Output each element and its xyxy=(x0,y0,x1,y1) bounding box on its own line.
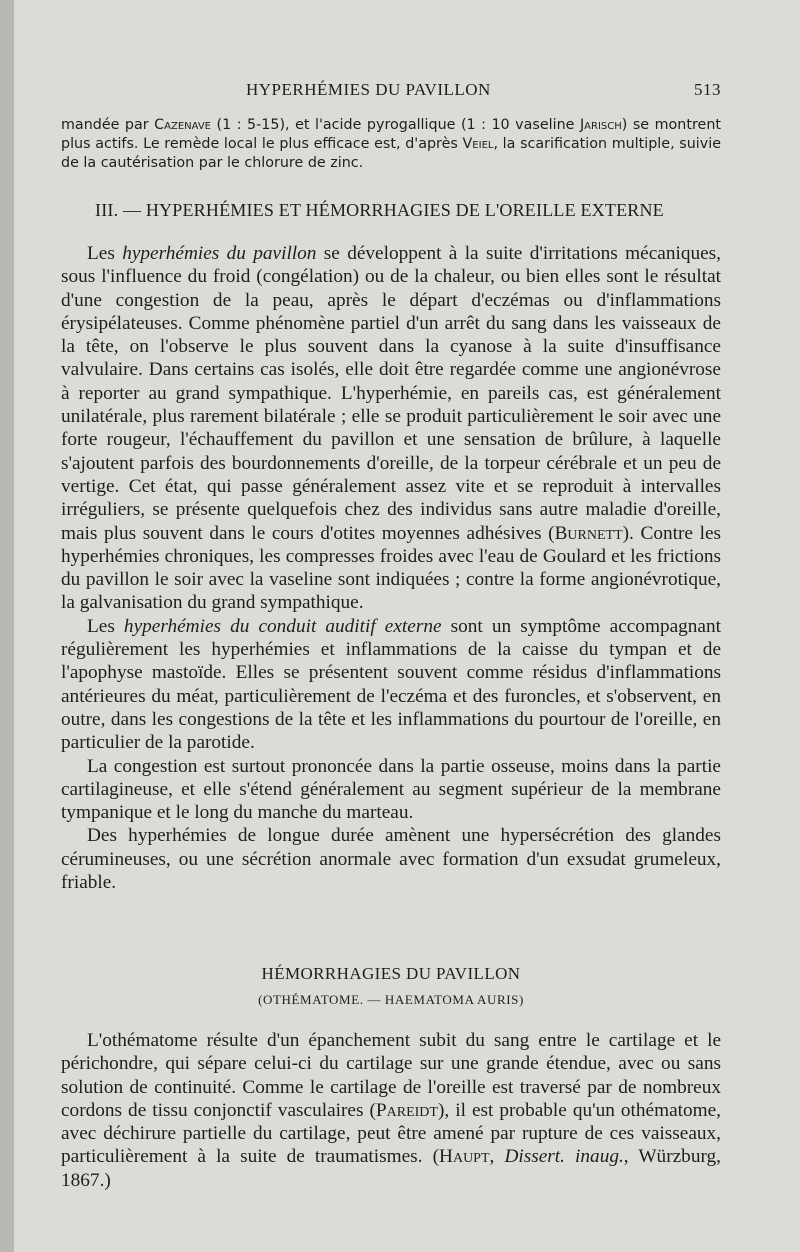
intro-text: , la scarification multiple, suivie de la cautérisation par le chlorure de zinc. xyxy=(61,136,721,171)
paragraph-text: L'othématome résulte d'un épanchement subit du sang entre le cartilage et le périchondre, qui sépare celui-ci du cartilage sur une grande étendue, avec ou sans solution de continuité. Comme le cartilage de l'oreille est traversé par de nombreux cordons de tissu conjonctif vasculaires ( xyxy=(61,1030,721,1121)
paragraph-text: Les xyxy=(87,243,123,264)
paragraph-text: sont un symptôme accompagnant régulièrement les hyperhémies et inflammations de la caisse du tympan et de l'apophyse mastoïde. Elles se présentent souvent comme résidus d'inflammations antérieures du méat, particulièrement de l'eczéma et des furoncles, et s'observent, en outre, dans les congestions de la tête et les inflammations du pourtour de l'oreille, en particulier de la parotide. xyxy=(61,615,721,754)
author-name: Burnett xyxy=(554,522,623,544)
subheading: HÉMORRHAGIES DU PAVILLON xyxy=(261,964,521,983)
paragraph-text: , Würzburg, 1867.) xyxy=(61,1146,721,1191)
intro-paragraph xyxy=(61,116,721,173)
running-title: HYPERHÉMIES DU PAVILLON xyxy=(246,80,491,99)
page-number: 513 xyxy=(694,80,721,99)
paragraph-text: se développent à la suite d'irritations mécaniques, sous l'influence du froid (congélation) ou de la chaleur, ou bien elles sont le résultat d'une congestion de la peau, après le départ d'eczémas ou d'inflammations érysipélateuses. Comme phénomène partiel d'un arrêt du sang dans les vaisseaux de la tête, on l'observe le plus souvent dans la cyanose à la suite d'insuffisance valvulaire. Dans certains cas isolés, elle doit être regardée comme une angionévrose à reporter au grand sympathique. L'hyperhémie, en pareils cas, est généralement unilatérale, plus rarement bilatérale ; elle se produit particulièrement le soir avec une forte rougeur, l'échauffement du pavillon et une sensation de brûlure, à laquelle s'ajoutent parfois des bourdonnements d'oreille, de la torpeur cérébrale et un peu de vertige. Cet état, qui passe généralement assez vite et se reproduit à intervalles irréguliers, se présente quelquefois chez des individus sans autre maladie d'oreille, mais plus souvent dans le cours d'otites moyennes adhésives ( xyxy=(61,243,721,544)
section-heading: III. — HYPERHÉMIES ET HÉMORRHAGIES DE L'OREILLE EXTERNE xyxy=(95,200,664,220)
intro-text: ) se montrent plus actifs. Le remède local le plus efficace est, d'après xyxy=(61,117,721,152)
author-name: Jarisch xyxy=(579,117,622,133)
intro-text: (1 : 5-15), et l'acide pyrogallique (1 : 10 vaseline xyxy=(211,117,580,133)
intro-text: mandée par xyxy=(61,117,155,133)
paragraph-congestion: La congestion est surtout prononcée dans la partie osseuse, moins dans la partie cartilagineuse, et elle s'étend généralement au segment supérieur de la membrane tympanique et le long du manche du marteau. xyxy=(61,755,721,824)
emphasis: hyperhémies du conduit auditif externe xyxy=(123,615,442,637)
othematome-body xyxy=(61,1029,721,1192)
author-name: Cazenave xyxy=(154,117,211,133)
paragraph-text: , xyxy=(489,1146,505,1168)
book-page xyxy=(14,0,800,1252)
paragraph-text: ). Contre les hyperhémies chroniques, les compresses froides avec l'eau de Goulard et les frictions du pavillon le soir avec la vaseline sont indiquées ; contre la forme angionévrotique, la galvanisation du grand sympathique. xyxy=(61,522,722,614)
section-body xyxy=(61,242,721,894)
paragraph-text: Les xyxy=(87,615,124,637)
paragraph-text: ), il est probable qu'un othématome, avec déchirure partielle du cartilage, peut être amené par rupture de ces vaisseaux, particulièrement à la suite de traumatismes. ( xyxy=(61,1099,722,1168)
citation-title: Dissert. inaug. xyxy=(504,1146,624,1168)
paragraph-conduit xyxy=(61,615,721,755)
paragraph-hypersecretion: Des hyperhémies de longue durée amènent une hypersécrétion des glandes cérumineuses, ou une sécrétion anormale avec formation d'un exsudat grumeleux, friable. xyxy=(61,825,721,894)
emphasis: hyperhémies du pavillon xyxy=(122,243,317,264)
author-name: Haupt xyxy=(439,1146,490,1168)
author-name: Veiel xyxy=(462,136,494,152)
paragraph-pavillon xyxy=(61,242,721,615)
paragraph-othematome xyxy=(61,1029,721,1192)
author-name: Pareidt xyxy=(375,1099,438,1121)
subheading-subtitle: (OTHÉMATOME. — HAEMATOMA AURIS) xyxy=(258,992,524,1007)
